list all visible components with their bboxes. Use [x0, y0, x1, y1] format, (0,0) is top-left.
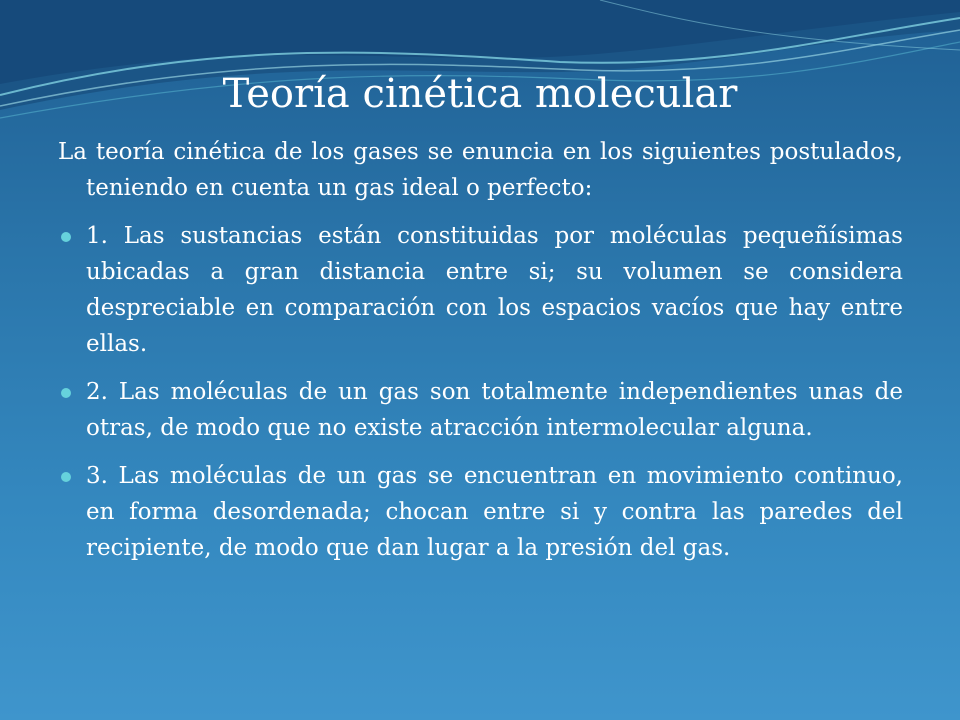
slide-content — [58, 134, 903, 578]
postulate-1-text: 1. Las sustancias están constituidas por moléculas pequeñísimas ubicadas a gran distancia entre si; su volumen se considera despreciable en comparación con los espacios vacíos que hay entre ellas. — [86, 223, 903, 357]
intro-paragraph: La teoría cinética de los gases se enuncia en los siguientes postulados, teniendo en cuenta un gas ideal o perfecto: — [58, 139, 903, 201]
slide-title: Teoría cinética molecular — [222, 71, 738, 117]
postulate-3-text: 3. Las moléculas de un gas se encuentran en movimiento continuo, en forma desordenada; chocan entre si y contra las paredes del recipiente, de modo que dan lugar a la presión del gas. — [86, 463, 903, 561]
list-item — [58, 374, 903, 446]
postulates-list — [58, 218, 903, 566]
postulate-2-text: 2. Las moléculas de un gas son totalmente independientes unas de otras, de modo que no existe atracción intermolecular alguna. — [86, 379, 903, 441]
list-item — [58, 218, 903, 362]
bullet-icon — [61, 388, 71, 398]
list-item — [58, 458, 903, 566]
bullet-icon — [61, 472, 71, 482]
bullet-icon — [61, 232, 71, 242]
